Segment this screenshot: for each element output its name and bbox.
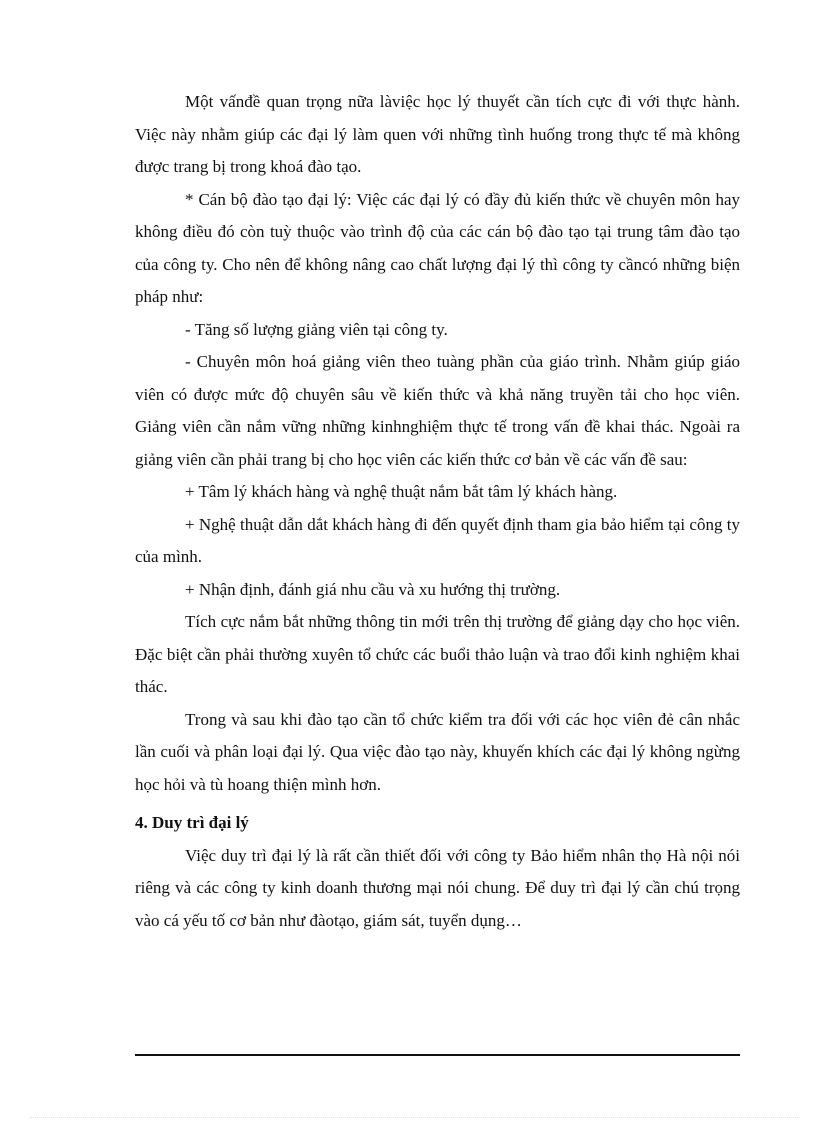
paragraph-testing-classification: Trong và sau khi đào tạo cần tổ chức kiểm tra đối với các học viên đẻ cân nhắc lần cuối và phân loại đại lý. Qua việc đào tạo này, khuyến khích các đại lý không ngừng học hỏi và tù hoang thiện mình hơn. [135, 709, 740, 794]
page-bottom-edge [30, 1117, 800, 1118]
paragraph-market-information: Tích cực nắm bắt những thông tin mới trên thị trường để giảng dạy cho học viên. Đặc biệt cần phải thường xuyên tổ chức các buổi thảo luận và trao đổi kinh nghiệm khai thác. [135, 612, 740, 696]
paragraph-market-assessment: + Nhận định, đánh giá nhu cầu và xu hướng thị trường. [185, 579, 561, 599]
paragraph-specialize-lecturers: - Chuyên môn hoá giảng viên theo tuàng phần của giáo trình. Nhằm giúp giáo viên có được mức độ chuyên sâu về kiến thức và khả năng truyền tải cho học viên. Giảng viên cần nắm vững những kinhnghiệm thực tế trong vấn đề khai thác. Ngoài ra giảng viên cần phải trang bị cho học viên các kiến thức cơ bản về các vấn đề sau: [135, 352, 740, 469]
paragraph-increase-lecturers: - Tăng số lượng giảng viên tại công ty. [185, 319, 448, 339]
paragraph-trainer-staff: * Cán bộ đào tạo đại lý: Việc các đại lý có đầy đủ kiến thức về chuyên môn hay không điều đó còn tuỳ thuộc vào trình độ của các cán bộ đào tạo tại trung tâm đào tạo của công ty. Cho nên để không nâng cao chất lượng đại lý thì công ty cầncó những biện pháp như: [135, 189, 740, 306]
paragraph-customer-psychology: + Tâm lý khách hàng và nghệ thuật nắm bắt tâm lý khách hàng. [185, 482, 618, 501]
paragraph-practice: Một vấnđề quan trọng nữa làviệc học lý thuyết cần tích cực đi với thực hành. Việc này nhằm giúp các đại lý làm quen với những tình huống trong thực tế mà không được trang bị trong khoá đào tạo. [135, 92, 740, 176]
document-page [135, 86, 740, 937]
section-heading: 4. Duy trì đại lý [135, 813, 249, 832]
paragraph-guiding-customers: + Nghệ thuật dẫn dắt khách hàng đi đến quyết định tham gia bảo hiểm tại công ty của mình. [135, 514, 740, 566]
paragraph-agent-retention: Việc duy trì đại lý là rất cần thiết đối với công ty Bảo hiểm nhân thọ Hà nội nói riêng và các công ty kinh doanh thương mại nói chung. Để duy trì đại lý cần chú trọng vào cá yếu tố cơ bản như đàotạo, giám sát, tuyển dụng… [135, 845, 740, 930]
footer-divider [135, 1054, 740, 1056]
